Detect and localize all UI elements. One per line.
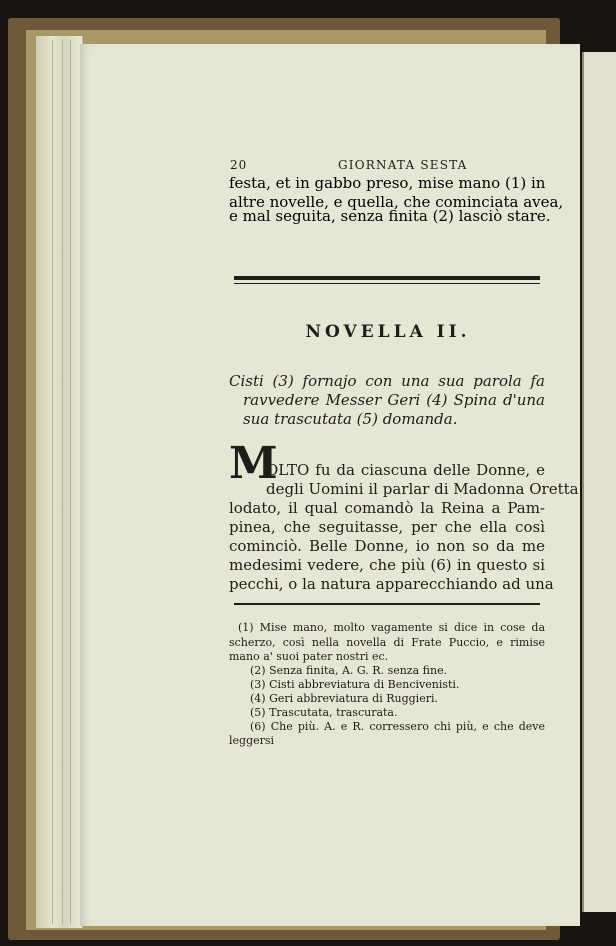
body-line: cominciò. Belle Donne, io non so da me [229,537,545,555]
body-line: OLTO fu da ciascuna delle Donne, e [266,461,545,479]
footnote-line: (6) Che più. A. e R. corressero chi più, e che deve [250,720,545,733]
gutter-edge-line [62,40,63,924]
footnote-line: leggersi [229,734,275,747]
footnote-rule [234,603,540,605]
body-line: lodato, il qual comandò la Reina a Pam- [229,499,545,517]
footnote-line: (3) Cisti abbreviatura di Bencivenisti. [250,678,460,691]
summary-line: Cisti (3) fornajo con una sua parola fa [229,372,545,390]
gutter-edge-line [70,40,71,924]
footnote-line: (1) Mise mano, molto vagamente si dice in cose da [238,621,545,634]
gutter-edge-line [52,40,53,924]
footnote-line: mano a' suoi pater nostri ec. [229,650,389,663]
summary-line: ravvedere Messer Geri (4) Spina d'una [243,391,545,409]
footnote-line: (4) Geri abbreviatura di Ruggieri. [250,692,438,705]
novella-heading: NOVELLA II. [305,322,471,342]
summary-line: sua trascutata (5) domanda. [243,410,458,428]
intro-line: festa, et in gabbo preso, mise mano (1) in [229,174,546,192]
facing-page-edge [582,52,616,912]
body-line: degli Uomini il parlar di Madonna Oretta [266,480,579,498]
body-line: pecchi, o la natura apparecchiando ad una [229,575,554,593]
footnote-line: (5) Trascutata, trascurata. [250,706,398,719]
body-line: medesimi vedere, che più (6) in questo si [229,556,545,574]
running-title: GIORNATA SESTA [338,158,468,172]
intro-line: altre novelle, e quella, che cominciata avea, [229,193,564,211]
intro-line: e mal seguita, senza finita (2) lasciò stare. [229,207,551,225]
footnote-line: (2) Senza finita, A. G. R. senza fine. [250,664,448,677]
drop-cap: M [229,438,278,489]
page-number: 20 [230,158,248,172]
section-rule-thin [234,283,540,284]
footnote-line: scherzo, così nella novella di Frate Puccio, e rimise [229,636,545,649]
body-line: pinea, che seguitasse, per che ella così [229,518,545,536]
section-rule-thick [234,276,540,280]
page-gutter [36,36,83,928]
